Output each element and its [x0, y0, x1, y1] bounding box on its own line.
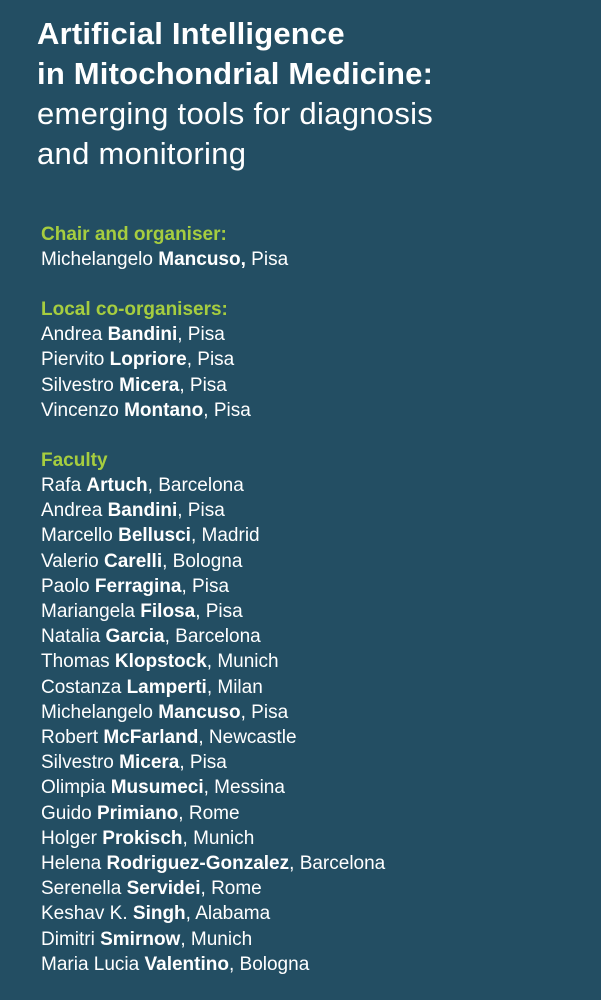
person-city: Rome — [211, 878, 262, 900]
person-separator: , — [162, 550, 168, 572]
person-entry — [41, 574, 581, 599]
person-surname: Montano — [124, 399, 204, 421]
person-surname: Prokisch — [102, 827, 183, 849]
person-separator: , — [200, 878, 206, 900]
person-entry — [41, 927, 581, 952]
person-entry — [41, 498, 581, 523]
person-city: Pisa — [205, 601, 243, 623]
person-first-name: Vincenzo — [41, 399, 119, 421]
person-city: Pisa — [189, 374, 227, 396]
person-surname: Artuch — [86, 475, 148, 497]
person-city: Pisa — [251, 701, 289, 723]
person-surname: McFarland — [103, 727, 199, 749]
person-separator: , — [190, 525, 197, 547]
person-first-name: Silvestro — [41, 374, 114, 396]
person-separator: , — [203, 777, 209, 799]
subtitle-line-1: emerging tools for diagnosis — [37, 96, 434, 131]
person-surname: Singh — [132, 903, 186, 925]
section-heading: Local co-organisers: — [41, 299, 228, 321]
person-first-name: Thomas — [41, 651, 110, 673]
person-surname: Lamperti — [126, 676, 207, 698]
person-surname: Micera — [119, 752, 180, 774]
person-city: Pisa — [187, 324, 225, 346]
person-separator: , — [181, 575, 187, 597]
person-city: Barcelona — [158, 475, 244, 497]
person-entry — [41, 599, 581, 624]
subtitle-line-2: and monitoring — [37, 136, 247, 171]
person-surname: Filosa — [140, 601, 196, 623]
person-separator: , — [177, 500, 183, 522]
person-city: Bologna — [239, 953, 310, 975]
person-city: Pisa — [192, 575, 230, 597]
title-line-2: in Mitochondrial Medicine: — [37, 56, 434, 91]
person-surname: Bandini — [107, 500, 178, 522]
person-entry — [41, 700, 581, 725]
person-surname: Micera — [119, 374, 180, 396]
person-first-name: Silvestro — [41, 752, 114, 774]
person-first-name: Mariangela — [41, 601, 135, 623]
person-separator: , — [240, 249, 246, 270]
person-entry — [41, 649, 581, 674]
person-separator: , — [147, 475, 153, 497]
person-first-name: Robert — [41, 727, 99, 749]
person-city: Milan — [217, 676, 263, 698]
person-separator: , — [195, 601, 201, 623]
section-local-co-organisers — [41, 297, 581, 423]
person-entry — [41, 952, 581, 977]
person-first-name: Keshav K. — [41, 903, 128, 925]
person-entry — [41, 322, 581, 347]
person-surname: Mancuso — [158, 249, 241, 270]
person-city: Munich — [217, 651, 279, 673]
person-entry — [41, 398, 581, 423]
person-surname: Valentino — [144, 953, 229, 975]
section-chair-and-organiser — [41, 222, 581, 272]
person-separator: , — [182, 827, 188, 849]
person-city: Newcastle — [208, 727, 297, 749]
person-first-name: Andrea — [41, 324, 103, 346]
person-first-name: Andrea — [41, 500, 103, 522]
person-surname: Primiano — [96, 802, 179, 824]
person-entry — [41, 876, 581, 901]
person-first-name: Maria Lucia — [41, 953, 140, 975]
person-first-name: Marcello — [41, 525, 113, 547]
person-first-name: Olimpia — [41, 777, 106, 799]
person-first-name: Piervito — [41, 349, 105, 371]
person-first-name: Serenella — [41, 878, 122, 900]
person-first-name: Valerio — [41, 550, 99, 572]
person-city: Pisa — [213, 399, 251, 421]
people-sections — [37, 222, 581, 977]
person-first-name: Rafa — [41, 475, 82, 497]
person-city: Munich — [193, 827, 255, 849]
person-entry — [41, 373, 581, 398]
person-city: Rome — [188, 802, 240, 824]
person-city: Barcelona — [175, 626, 261, 648]
person-surname: Rodriguez-Gonzalez — [106, 853, 290, 875]
person-separator: , — [206, 676, 213, 698]
person-city: Pisa — [197, 349, 235, 371]
person-separator: , — [177, 324, 183, 346]
person-entry — [41, 725, 581, 750]
person-separator: , — [179, 752, 185, 774]
person-city: Munich — [190, 928, 253, 950]
person-separator: , — [178, 802, 184, 824]
person-surname: Bellusci — [118, 525, 191, 547]
person-surname: Ferragina — [94, 575, 182, 597]
person-entry — [41, 826, 581, 851]
person-entry — [41, 247, 581, 272]
person-separator: , — [164, 626, 170, 648]
person-separator: , — [185, 903, 191, 925]
person-separator: , — [179, 374, 185, 396]
title-line-1: Artificial Intelligence — [37, 16, 345, 51]
person-first-name: Helena — [41, 853, 102, 875]
person-entry — [41, 851, 581, 876]
person-first-name: Holger — [41, 827, 97, 849]
person-entry — [41, 775, 581, 800]
section-heading: Faculty — [41, 450, 108, 472]
person-surname: Servidei — [126, 878, 201, 900]
person-first-name: Guido — [41, 802, 92, 824]
person-surname: Smirnow — [100, 928, 181, 950]
person-first-name: Michelangelo — [41, 701, 153, 723]
person-entry — [41, 750, 581, 775]
person-city: Messina — [214, 777, 285, 799]
person-entry — [41, 347, 581, 372]
person-separator: , — [206, 651, 213, 673]
person-first-name: Costanza — [41, 676, 122, 698]
person-surname: Musumeci — [110, 777, 204, 799]
person-surname: Klopstock — [114, 651, 207, 673]
person-surname: Lopriore — [109, 349, 187, 371]
person-separator: , — [240, 701, 246, 723]
page-title — [37, 14, 581, 174]
person-city: Barcelona — [299, 853, 386, 875]
person-city: Alabama — [195, 903, 271, 925]
person-separator: , — [186, 349, 192, 371]
person-first-name: Michelangelo — [41, 249, 153, 270]
person-entry — [41, 624, 581, 649]
section-heading: Chair and organiser: — [41, 224, 227, 245]
person-surname: Mancuso — [158, 701, 241, 723]
person-first-name: Dimitri — [41, 928, 95, 950]
person-entry — [41, 801, 581, 826]
person-separator: , — [203, 399, 209, 421]
person-entry — [41, 473, 581, 498]
person-separator: , — [180, 928, 186, 950]
person-separator: , — [289, 853, 295, 875]
person-entry — [41, 549, 581, 574]
person-city: Pisa — [251, 249, 289, 270]
person-entry — [41, 675, 581, 700]
person-first-name: Paolo — [41, 575, 90, 597]
person-separator: , — [228, 953, 235, 975]
person-city: Pisa — [187, 500, 225, 522]
person-entry — [41, 901, 581, 926]
person-first-name: Natalia — [41, 626, 101, 648]
person-surname: Carelli — [104, 550, 163, 572]
person-surname: Bandini — [107, 324, 178, 346]
person-separator: , — [198, 727, 204, 749]
person-entry — [41, 523, 581, 548]
person-city: Bologna — [172, 550, 243, 572]
person-city: Pisa — [189, 752, 227, 774]
section-faculty — [41, 448, 581, 977]
person-city: Madrid — [201, 525, 260, 547]
person-surname: Garcia — [105, 626, 165, 648]
